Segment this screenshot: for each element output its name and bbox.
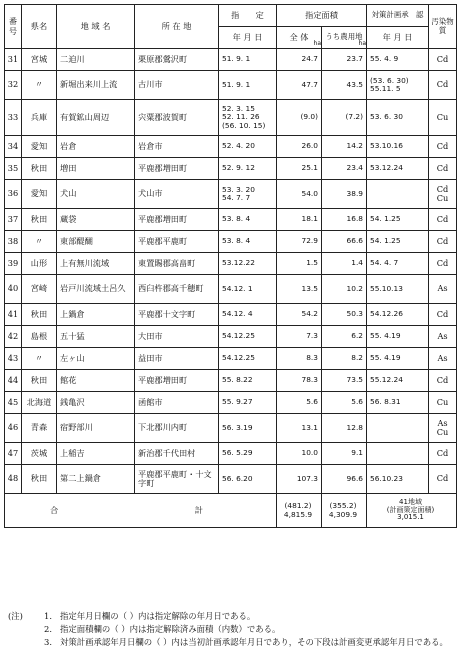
- header-plan: 対策計画承 認: [367, 5, 429, 27]
- designated-date-cell: 51. 9. 1: [219, 71, 277, 100]
- region-name-cell: 第二上鍋倉: [57, 465, 135, 494]
- location-cell: 函館市: [135, 392, 219, 414]
- designated-date-cell: 54.12. 1: [219, 275, 277, 304]
- designated-date-cell: 54.12. 4: [219, 304, 277, 326]
- header-plan-date: 年 月 日: [367, 27, 429, 49]
- prefecture-cell: 秋田: [22, 158, 57, 180]
- plan-date-cell: 53.12.24: [367, 158, 429, 180]
- prefecture-cell: 山形: [22, 253, 57, 275]
- row-number: 37: [5, 209, 22, 231]
- pollutant-cell: Cd: [429, 209, 457, 231]
- designated-date-cell: 52. 9. 12: [219, 158, 277, 180]
- region-name-cell: 岩戸川流域土呂久: [57, 275, 135, 304]
- row-number: 31: [5, 49, 22, 71]
- row-number: 36: [5, 180, 22, 209]
- header-location: 所 在 地: [135, 5, 219, 49]
- region-name-cell: 館花: [57, 370, 135, 392]
- row-number: 40: [5, 275, 22, 304]
- plan-date-cell: 55. 4. 9: [367, 49, 429, 71]
- location-cell: 宍粟郡波賀町: [135, 100, 219, 136]
- table-row: [5, 304, 457, 326]
- prefecture-cell: 茨城: [22, 443, 57, 465]
- header-region: 地 域 名: [57, 5, 135, 49]
- prefecture-cell: 兵庫: [22, 100, 57, 136]
- area-farm-cell: 66.6: [322, 231, 367, 253]
- region-name-cell: 犬山: [57, 180, 135, 209]
- row-number: 39: [5, 253, 22, 275]
- area-farm-cell: 6.2: [322, 326, 367, 348]
- total-label: 合 計: [5, 494, 277, 528]
- note-text: 指定年月日欄の（ ）内は指定解除の年月日である。: [60, 611, 256, 621]
- designated-date-cell: 55. 9.27: [219, 392, 277, 414]
- unit-label: ha: [358, 40, 367, 47]
- location-cell: 益田市: [135, 348, 219, 370]
- total-plan: 41地域 (計画策定面積) 3,015.1: [367, 494, 457, 528]
- header-designated-date: 年 月 日: [219, 27, 277, 49]
- table-row: [5, 326, 457, 348]
- designated-date-cell: 53.12.22: [219, 253, 277, 275]
- plan-date-cell: 53.10.16: [367, 136, 429, 158]
- area-total-cell: 8.3: [277, 348, 322, 370]
- pollutant-cell: Cd: [429, 158, 457, 180]
- prefecture-cell: 宮崎: [22, 275, 57, 304]
- pollutant-cell: Cd: [429, 136, 457, 158]
- plan-date-cell: 55. 4.19: [367, 326, 429, 348]
- area-total-cell: 10.0: [277, 443, 322, 465]
- header-pollutant: 汚染物質: [429, 5, 457, 49]
- note-item: [8, 636, 458, 649]
- designated-date-cell: 56. 6.20: [219, 465, 277, 494]
- row-number: 45: [5, 392, 22, 414]
- pollutant-cell: Cd: [429, 443, 457, 465]
- location-cell: 平鹿郡増田町: [135, 209, 219, 231]
- table-row: [5, 348, 457, 370]
- plan-date-cell: 56. 8.31: [367, 392, 429, 414]
- table-row: [5, 275, 457, 304]
- header-pref: 県名: [22, 5, 57, 49]
- row-number: 48: [5, 465, 22, 494]
- header-area-farm: うち農用地: [322, 27, 367, 49]
- location-cell: 平鹿郡増田町: [135, 158, 219, 180]
- note-item: [8, 610, 458, 623]
- row-number: 47: [5, 443, 22, 465]
- designated-date-cell: 56. 3.19: [219, 414, 277, 443]
- pollutant-cell: Cu: [429, 392, 457, 414]
- designated-date-cell: 56. 5.29: [219, 443, 277, 465]
- area-total-cell: 13.1: [277, 414, 322, 443]
- location-cell: 大田市: [135, 326, 219, 348]
- pollutant-cell: Cd: [429, 231, 457, 253]
- table-row: [5, 180, 457, 209]
- table-row: [5, 465, 457, 494]
- region-name-cell: 宿野部川: [57, 414, 135, 443]
- location-cell: 岩倉市: [135, 136, 219, 158]
- prefecture-cell: 〃: [22, 348, 57, 370]
- plan-date-cell: (53. 6. 30) 55.11. 5: [367, 71, 429, 100]
- total-area-farm: (355.2) 4,309.9: [322, 494, 367, 528]
- pollutant-cell: As: [429, 275, 457, 304]
- plan-date-cell: 56.10.23: [367, 465, 429, 494]
- notes-head: (注): [8, 611, 23, 621]
- area-farm-cell: 9.1: [322, 443, 367, 465]
- plan-date-cell: [367, 443, 429, 465]
- pollutant-cell: Cd: [429, 253, 457, 275]
- note-text: 指定面積欄の（ ）内は指定解除済み面積（内数）である。: [60, 624, 281, 634]
- designated-date-cell: 53. 8. 4: [219, 209, 277, 231]
- region-name-cell: 東部醍醐: [57, 231, 135, 253]
- pollutant-cell: As: [429, 348, 457, 370]
- note-item: [8, 623, 458, 636]
- area-total-cell: 1.5: [277, 253, 322, 275]
- location-cell: 平鹿郡平鹿町: [135, 231, 219, 253]
- prefecture-cell: 〃: [22, 71, 57, 100]
- prefecture-cell: 秋田: [22, 304, 57, 326]
- row-number: 34: [5, 136, 22, 158]
- plan-date-cell: 54. 1.25: [367, 231, 429, 253]
- pollutant-cell: As Cu: [429, 414, 457, 443]
- plan-date-cell: 55.12.24: [367, 370, 429, 392]
- location-cell: 平鹿郡十文字町: [135, 304, 219, 326]
- unit-label: ha: [313, 40, 321, 47]
- area-total-cell: 26.0: [277, 136, 322, 158]
- area-farm-cell: 16.8: [322, 209, 367, 231]
- area-total-cell: 54.0: [277, 180, 322, 209]
- pollutant-cell: As: [429, 326, 457, 348]
- area-farm-cell: 1.4: [322, 253, 367, 275]
- plan-date-cell: [367, 180, 429, 209]
- location-cell: 西臼杵郡高千穂町: [135, 275, 219, 304]
- plan-date-cell: 54.12.26: [367, 304, 429, 326]
- designated-date-cell: 54.12.25: [219, 348, 277, 370]
- designated-date-cell: 53. 3. 20 54. 7. 7: [219, 180, 277, 209]
- note-number: 2.: [44, 624, 52, 634]
- prefecture-cell: 北海道: [22, 392, 57, 414]
- region-name-cell: 新堀出来川上流: [57, 71, 135, 100]
- area-total-cell: 7.3: [277, 326, 322, 348]
- row-number: 35: [5, 158, 22, 180]
- pollutant-cell: Cd: [429, 49, 457, 71]
- designated-areas-table: [4, 4, 457, 528]
- prefecture-cell: 秋田: [22, 209, 57, 231]
- area-farm-cell: 96.6: [322, 465, 367, 494]
- note-number: 3.: [44, 637, 52, 647]
- prefecture-cell: 秋田: [22, 370, 57, 392]
- designated-date-cell: 52. 3. 15 52. 11. 26 (56. 10. 15): [219, 100, 277, 136]
- pollutant-cell: Cd Cu: [429, 180, 457, 209]
- pollutant-cell: Cu: [429, 100, 457, 136]
- pollutant-cell: Cd: [429, 304, 457, 326]
- table-body: [5, 40, 457, 494]
- region-name-cell: 上鍋倉: [57, 304, 135, 326]
- pollutant-cell: Cd: [429, 370, 457, 392]
- area-total-cell: 107.3: [277, 465, 322, 494]
- region-name-cell: 有賀鉱山周辺: [57, 100, 135, 136]
- area-total-cell: 78.3: [277, 370, 322, 392]
- area-farm-cell: 23.7 ha: [322, 49, 367, 71]
- area-total-cell: 47.7: [277, 71, 322, 100]
- designated-date-cell: 52. 4. 20: [219, 136, 277, 158]
- region-name-cell: 上稲吉: [57, 443, 135, 465]
- location-cell: 東置賜郡高畠町: [135, 253, 219, 275]
- table-row: [5, 414, 457, 443]
- region-name-cell: 五十猛: [57, 326, 135, 348]
- location-cell: 犬山市: [135, 180, 219, 209]
- prefecture-cell: 〃: [22, 231, 57, 253]
- table-row: [5, 71, 457, 100]
- row-number: 46: [5, 414, 22, 443]
- area-farm-cell: 14.2: [322, 136, 367, 158]
- prefecture-cell: 宮城: [22, 49, 57, 71]
- row-number: 43: [5, 348, 22, 370]
- area-farm-cell: 43.5: [322, 71, 367, 100]
- table-row: [5, 370, 457, 392]
- location-cell: 平鹿郡増田町: [135, 370, 219, 392]
- area-total-cell: 54.2: [277, 304, 322, 326]
- region-name-cell: 銭亀沢: [57, 392, 135, 414]
- notes: [8, 610, 458, 649]
- area-total-cell: 72.9: [277, 231, 322, 253]
- area-farm-cell: 38.9: [322, 180, 367, 209]
- table-row: [5, 253, 457, 275]
- designated-date-cell: 54.12.25: [219, 326, 277, 348]
- region-name-cell: 二迫川: [57, 49, 135, 71]
- total-row: [5, 494, 457, 528]
- header-designated: 指 定: [219, 5, 277, 27]
- region-name-cell: 蔵袋: [57, 209, 135, 231]
- area-farm-cell: 73.5: [322, 370, 367, 392]
- area-total-cell: 24.7 ha: [277, 49, 322, 71]
- area-total-cell: 5.6: [277, 392, 322, 414]
- prefecture-cell: 青森: [22, 414, 57, 443]
- table-row: [5, 49, 457, 71]
- row-number: 44: [5, 370, 22, 392]
- plan-date-cell: 55. 4.19: [367, 348, 429, 370]
- region-name-cell: 岩倉: [57, 136, 135, 158]
- table-row: [5, 158, 457, 180]
- location-cell: 平鹿郡平鹿町・十文字町: [135, 465, 219, 494]
- plan-date-cell: 54. 4. 7: [367, 253, 429, 275]
- header-area-total: 全 体: [277, 27, 322, 49]
- plan-date-cell: 54. 1.25: [367, 209, 429, 231]
- area-total-cell: 25.1: [277, 158, 322, 180]
- area-farm-cell: 23.4: [322, 158, 367, 180]
- area-farm-cell: 50.3: [322, 304, 367, 326]
- pollutant-cell: Cd: [429, 71, 457, 100]
- region-name-cell: 増田: [57, 158, 135, 180]
- location-cell: 古川市: [135, 71, 219, 100]
- prefecture-cell: 愛知: [22, 136, 57, 158]
- plan-date-cell: [367, 414, 429, 443]
- header-area: 指定面積: [277, 5, 367, 27]
- note-text: 対策計画承認年月日欄の（ ）内は当初計画承認年月日であり，その下段は計画変更承認年月日である。: [60, 637, 448, 647]
- designated-date-cell: 51. 9. 1: [219, 49, 277, 71]
- table-row: [5, 209, 457, 231]
- location-cell: 栗原郡鶯沢町: [135, 49, 219, 71]
- pollutant-cell: Cd: [429, 465, 457, 494]
- header-no: 番号: [5, 5, 22, 49]
- location-cell: 下北郡川内町: [135, 414, 219, 443]
- total-area-total: (481.2) 4,815.9: [277, 494, 322, 528]
- area-total-cell: 18.1: [277, 209, 322, 231]
- row-number: 32: [5, 71, 22, 100]
- area-farm-cell: 8.2: [322, 348, 367, 370]
- location-cell: 新治郡千代田村: [135, 443, 219, 465]
- prefecture-cell: 愛知: [22, 180, 57, 209]
- row-number: 33: [5, 100, 22, 136]
- designated-date-cell: 53. 8. 4: [219, 231, 277, 253]
- table-row: [5, 136, 457, 158]
- prefecture-cell: 秋田: [22, 465, 57, 494]
- area-farm-cell: 12.8: [322, 414, 367, 443]
- plan-date-cell: 55.10.13: [367, 275, 429, 304]
- region-name-cell: 左ヶ山: [57, 348, 135, 370]
- prefecture-cell: 島根: [22, 326, 57, 348]
- table-row: [5, 231, 457, 253]
- plan-date-cell: 53. 6. 30: [367, 100, 429, 136]
- note-number: 1.: [44, 611, 52, 621]
- table-row: [5, 100, 457, 136]
- area-farm-cell: (7.2): [322, 100, 367, 136]
- designated-date-cell: 55. 8.22: [219, 370, 277, 392]
- row-number: 41: [5, 304, 22, 326]
- region-name-cell: 上有無川流域: [57, 253, 135, 275]
- row-number: 42: [5, 326, 22, 348]
- area-total-cell: 13.5: [277, 275, 322, 304]
- table-row: [5, 443, 457, 465]
- area-total-cell: (9.0): [277, 100, 322, 136]
- row-number: 38: [5, 231, 22, 253]
- table-row: [5, 392, 457, 414]
- area-farm-cell: 10.2: [322, 275, 367, 304]
- area-farm-cell: 5.6: [322, 392, 367, 414]
